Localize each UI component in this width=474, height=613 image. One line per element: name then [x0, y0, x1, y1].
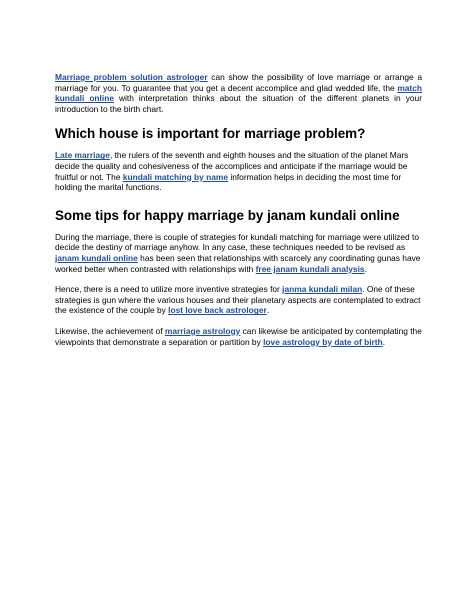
tips-p2-text-1: Hence, there is a need to utilize more inventive strategies for — [55, 284, 283, 295]
link-janma-kundali-milan[interactable]: janma kundali milan — [282, 284, 363, 295]
link-free-janam-kundali-analysis[interactable]: free janam kundali analysis — [255, 263, 365, 274]
link-marriage-problem-solution-astrologer[interactable]: Marriage problem solution astrologer — [55, 72, 208, 82]
tips-paragraph-1 — [55, 232, 422, 274]
link-janam-kundali-online[interactable]: janam kundali online — [55, 252, 138, 263]
link-match-kundali-online[interactable]: match kundali online — [55, 82, 422, 104]
heading-happy-marriage-tips: Some tips for happy marriage by janam kundali online — [55, 207, 400, 223]
tips-p1-text-1: During the marriage, there is couple of strategies for kundali matching for marriage were utilized to decide the destiny of marriage anyhow. In any case, these techniques needed to be revised as — [55, 231, 420, 253]
link-love-astrology-by-date-of-birth[interactable]: love astrology by date of birth — [263, 336, 383, 347]
intro-paragraph — [55, 72, 422, 114]
marriage-house-text-2: information helps in deciding the most time for holding the marital functions. — [55, 171, 402, 193]
tips-p3-text-3: . — [382, 336, 386, 347]
link-marriage-astrology[interactable]: marriage astrology — [164, 325, 241, 336]
intro-text-1: can show the possibility of love marriage or arrange a marriage for you. To guarantee that you get a decent accomplice and glad wedded life, the — [55, 72, 423, 93]
link-kundali-matching-by-name[interactable]: kundali matching by name — [122, 171, 228, 182]
marriage-house-paragraph — [55, 150, 422, 192]
tips-p1-text-2: has been seen that relationships with scarcely any coordinating gunas have worked better when contrasted with relationships with — [55, 252, 421, 274]
tips-p3-text-1: Likewise, the achievement of — [55, 325, 165, 336]
link-late-marriage[interactable]: Late marriage — [55, 150, 110, 161]
tips-p2-text-2: . One of these strategies is gun where the various houses and their planetary aspects are contemplated to extract the existence of the couple by — [55, 284, 421, 316]
heading-marriage-house: Which house is important for marriage problem? — [55, 126, 366, 142]
tips-p3-text-2: can likewise be anticipated by contemplating the viewpoints that demonstrate a separation or partition by — [55, 325, 422, 347]
tips-p1-text-3: . — [364, 263, 367, 274]
tips-paragraph-3 — [55, 326, 422, 347]
tips-p2-text-3: . — [266, 305, 270, 316]
marriage-house-text-1: , the rulers of the seventh and eighth houses and the situation of the planet Mars decide the quality and cohesiveness of the accomplices and anticipate if the marriage would be fruitful or not. The — [55, 150, 409, 182]
intro-text-2: with interpretation thinks about the situation of the different planets in your introduction to the birth chart. — [55, 93, 422, 114]
document-page — [55, 72, 422, 347]
link-lost-love-back-astrologer[interactable]: lost love back astrologer — [168, 305, 267, 316]
tips-paragraph-2 — [55, 284, 422, 316]
